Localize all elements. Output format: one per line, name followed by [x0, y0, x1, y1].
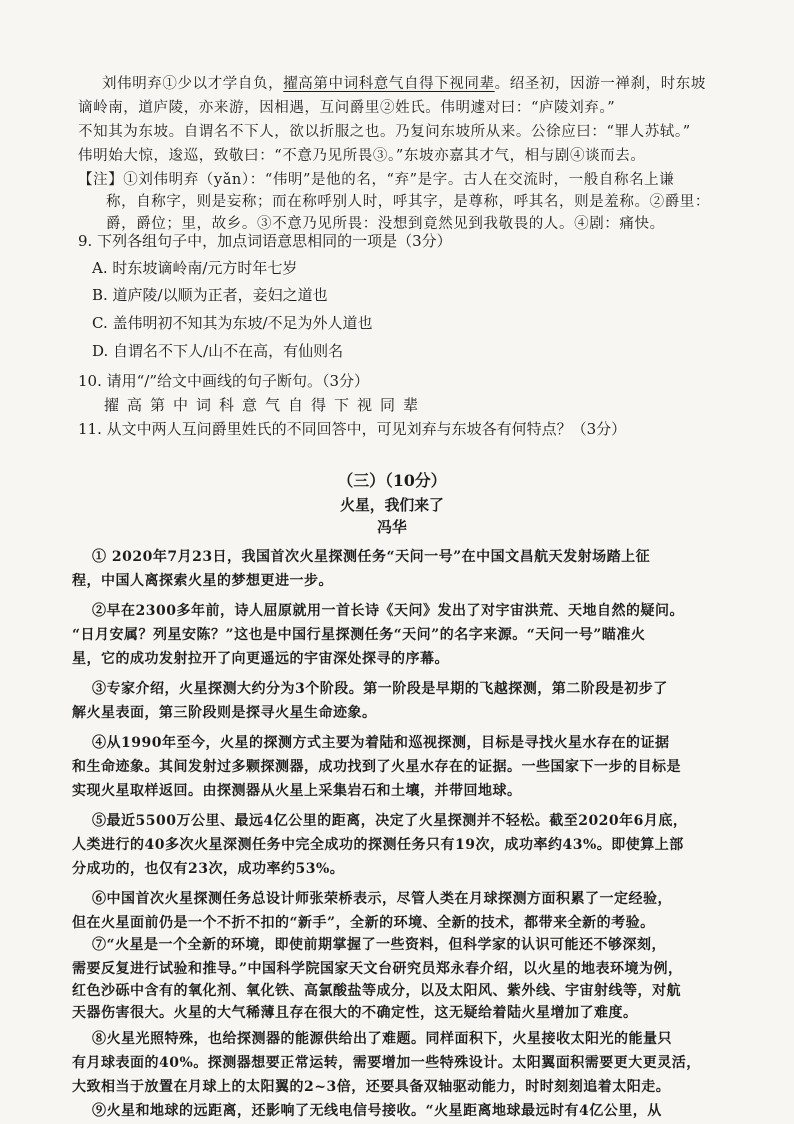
classical-line-1-start: 刘伟明弃①少以才学自负，	[102, 76, 284, 92]
article-line-10: 实现火星取样返回。由探测器从火星上采集岩石和土壤，并带回地球。	[72, 783, 522, 799]
question-11: 11. 从文中两人互问爵里姓氏的不同回答中，可见刘弃与东坡各有何特点？（3分）	[78, 420, 627, 438]
article-line-20: ⑧火星光照特殊，也给探测器的能源供给出了难题。同样面积下，火星接收太阳光的能量只	[92, 1031, 672, 1047]
article-line-17: 需要反复进行试验和推导。”中国科学院国家天文台研究员郑永春介绍，以火星的地表环境为例，	[72, 961, 683, 977]
article-line-14: ⑥中国首次火星探测任务总设计师张荣桥表示，尽管人类在月球探测方面积累了一定经验，	[92, 891, 672, 907]
question-9-option-d: D. 自谓名不下人/山不在高，有仙则名	[92, 342, 344, 360]
article-author: 冯华	[377, 518, 407, 536]
article-line-9: 和生命迹象。其间发射过多颗探测器，成功找到了火星水存在的证据。一些国家下一步的目标是	[72, 759, 681, 775]
article-title: 火星，我们来了	[340, 496, 444, 514]
annotation-line-2: 称，自称字，则是妄称；而在称呼别人时，呼其字，是尊称，呼其名，则是羞称。②爵里：	[106, 194, 710, 210]
article-line-7: 解火星表面，第三阶段则是探寻火星生命迹象。	[72, 705, 377, 721]
question-9-option-c: C. 盖伟明初不知其为东坡/不足为外人道也	[92, 314, 373, 332]
classical-line-3: 不知其为东坡。自谓名不下人，欲以折服之也。乃复问东坡所从来。公徐应曰：“罪人苏轼。”	[78, 124, 691, 140]
article-line-13: 分成功的，也仅有23次，成功率约53%。	[72, 861, 345, 877]
article-line-22: 大致相当于放置在月球上的太阳翼的2~3倍，还要具备双轴驱动能力，时时刻刻追着太阳走。	[72, 1079, 671, 1095]
question-9-option-a: A. 时东坡谪岭南/元方时年七岁	[92, 259, 298, 277]
article-line-6: ③专家介绍，火星探测大约分为3个阶段。第一阶段是早期的飞越探测，第二阶段是初步了	[92, 681, 668, 697]
classical-line-1-end: 。绍圣初，因游一禅刹，时东坡	[494, 76, 707, 92]
question-10-sentence: 擢高第中词科意气自得下视同辈	[104, 396, 427, 414]
article-line-12: 人类进行的40多次火星深测任务中完全成功的探测任务只有19次，成功率约43%。即使算上部	[72, 837, 684, 853]
article-line-11: ⑤最近5500万公里、最远4亿公里的距离，决定了火星探测并不轻松。截至2020年6月底，	[92, 813, 688, 829]
question-9-option-b: B. 道庐陵/以顺为正者，妾妇之道也	[92, 286, 328, 304]
article-line-3: ②早在2300多年前，诗人屈原就用一首长诗《天问》发出了对宇宙洪荒、天地自然的疑问。	[92, 603, 684, 619]
underlined-sentence: 擢高第中词科意气自得下视同辈	[283, 76, 495, 92]
article-line-4: “日月安属？列星安陈？”这也是中国行星探测任务“天问”的名字来源。“天问一号”瞄准火	[72, 627, 646, 643]
article-line-23: ⑨火星和地球的远距离，还影响了无线电信号接收。“火星距离地球最远时有4亿公里，从	[92, 1103, 662, 1119]
article-line-8: ④从1990年至今，火星的探测方式主要为着陆和巡视探测，目标是寻找火星水存在的证据	[92, 735, 670, 751]
classical-line-1	[102, 72, 706, 93]
question-9: 9. 下列各组句子中，加点词语意思相同的一项是（3分）	[78, 232, 452, 250]
article-line-21: 有月球表面的40%。探测器想要正常运转，需要增加一些特殊设计。太阳翼面积需要更大更灵活，	[72, 1055, 701, 1071]
article-line-15: 但在火星面前仍是一个不折不扣的“新手”，全新的环境、全新的技术，都带来全新的考验。	[72, 915, 655, 931]
classical-line-4: 伟明始大惊，逡巡，致敬曰：“不意乃见所畏③。”东坡亦嘉其才气，相与剧④谈而去。	[78, 148, 646, 164]
section-heading: （三）（10分）	[337, 471, 447, 490]
article-line-1: ① 2020年7月23日，我国首次火星探测任务“天问一号”在中国文昌航天发射场踏上征	[92, 549, 651, 565]
article-line-18: 红色沙砾中含有的氧化剂、氧化铁、高氯酸盐等成分，以及太阳风、紫外线、宇宙射线等，对航	[72, 983, 681, 999]
annotation-line-1: 【注】①刘伟明弃（yǎn）：“伟明”是他的名，“弃”是字。古人在交流时，一般自称名上谦	[78, 172, 675, 188]
article-line-2: 程，中国人离探索火星的梦想更进一步。	[72, 573, 333, 589]
article-line-19: 天器伤害很大。火星的大气稀薄且存在很大的不确定性，这无疑给着陆火星增加了难度。	[72, 1005, 638, 1021]
classical-line-2: 谪岭南，道庐陵，亦来游，因相遇，互问爵里②姓氏。伟明遽对曰：“庐陵刘弃。”	[78, 100, 616, 116]
annotation-line-3: 爵，爵位；里，故乡。③不意乃见所畏：没想到竟然见到我敬畏的人。④剧：痛快。	[106, 216, 665, 232]
question-10: 10. 请用“/”给文中画线的句子断句。（3分）	[78, 372, 370, 390]
article-line-16: ⑦“火星是一个全新的环境，即使前期掌握了一些资料，但科学家的认识可能还不够深刻，	[92, 937, 667, 953]
article-line-5: 星，它的成功发射拉开了向更遥远的宇宙深处探寻的序幕。	[72, 651, 449, 667]
